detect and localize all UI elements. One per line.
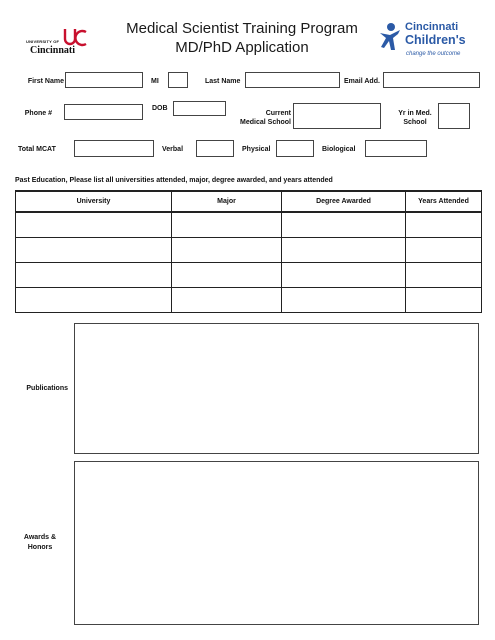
education-instruction: Past Education, Please list all universities attended, major, degree awarded, and years attended [15, 177, 333, 184]
degree-cell[interactable] [282, 263, 406, 288]
university-cell[interactable] [16, 212, 172, 238]
yr-in-med-label-line1: Yr in Med. [398, 110, 432, 117]
major-cell[interactable] [172, 212, 282, 238]
publications-label: Publications [26, 385, 68, 392]
form-title: Medical Scientist Training Program [126, 20, 358, 37]
table-row [16, 288, 482, 313]
current-school-label-line1: Current [265, 110, 291, 117]
major-cell[interactable] [172, 263, 282, 288]
dob-field[interactable] [173, 101, 226, 116]
form-subtitle: MD/PhD Application [175, 39, 309, 56]
university-cell[interactable] [16, 288, 172, 313]
email-label: Email Add. [344, 78, 380, 85]
yr-in-med-field[interactable] [438, 103, 470, 129]
cc-logo-name-line1: Cincinnati [405, 21, 459, 33]
column-header-years-attended: Years Attended [406, 191, 482, 212]
column-header-major: Major [172, 191, 282, 212]
major-cell[interactable] [172, 288, 282, 313]
verbal-label: Verbal [162, 146, 184, 153]
physical-field[interactable] [276, 140, 314, 157]
first-name-field[interactable] [65, 72, 143, 88]
years-cell[interactable] [406, 212, 482, 238]
first-name-label: First Name [27, 78, 64, 85]
last-name-label: Last Name [205, 78, 241, 85]
column-header-university: University [16, 191, 172, 212]
years-cell[interactable] [406, 263, 482, 288]
awards-field[interactable] [74, 461, 479, 625]
verbal-field[interactable] [196, 140, 234, 157]
university-of-cincinnati-logo [26, 28, 96, 60]
biological-field[interactable] [365, 140, 427, 157]
university-cell[interactable] [16, 238, 172, 263]
publications-field[interactable] [74, 323, 479, 454]
yr-in-med-label-line2: School [403, 119, 427, 126]
current-school-field[interactable] [293, 103, 381, 129]
physical-label: Physical [242, 146, 271, 153]
mi-label: MI [151, 78, 159, 85]
table-row [16, 238, 482, 263]
biological-label: Biological [322, 146, 356, 153]
childrens-figure-icon [378, 22, 404, 52]
column-header-degree-awarded: Degree Awarded [282, 191, 406, 212]
awards-label-line2: Honors [27, 544, 53, 551]
degree-cell[interactable] [282, 288, 406, 313]
total-mcat-field[interactable] [74, 140, 154, 157]
awards-label-line1: Awards & [23, 534, 57, 541]
uc-logo-name: Cincinnati [30, 45, 76, 56]
years-cell[interactable] [406, 238, 482, 263]
education-table [15, 190, 482, 313]
last-name-field[interactable] [245, 72, 340, 88]
major-cell[interactable] [172, 238, 282, 263]
phone-label: Phone # [24, 110, 52, 117]
table-header-row [16, 191, 482, 212]
cc-logo-name-line2: Children's [405, 33, 466, 47]
current-school-label-line2: Medical School [240, 119, 291, 126]
cc-logo-tagline: change the outcome [406, 51, 461, 57]
cincinnati-childrens-logo [376, 18, 486, 64]
degree-cell[interactable] [282, 238, 406, 263]
university-cell[interactable] [16, 263, 172, 288]
mi-field[interactable] [168, 72, 188, 88]
total-mcat-label: Total MCAT [18, 146, 56, 153]
email-field[interactable] [383, 72, 480, 88]
phone-field[interactable] [64, 104, 143, 120]
dob-label: DOB [152, 105, 168, 112]
uc-logo-small-text: UNIVERSITY OF [26, 39, 60, 44]
years-cell[interactable] [406, 288, 482, 313]
degree-cell[interactable] [282, 212, 406, 238]
table-row [16, 212, 482, 238]
table-row [16, 263, 482, 288]
